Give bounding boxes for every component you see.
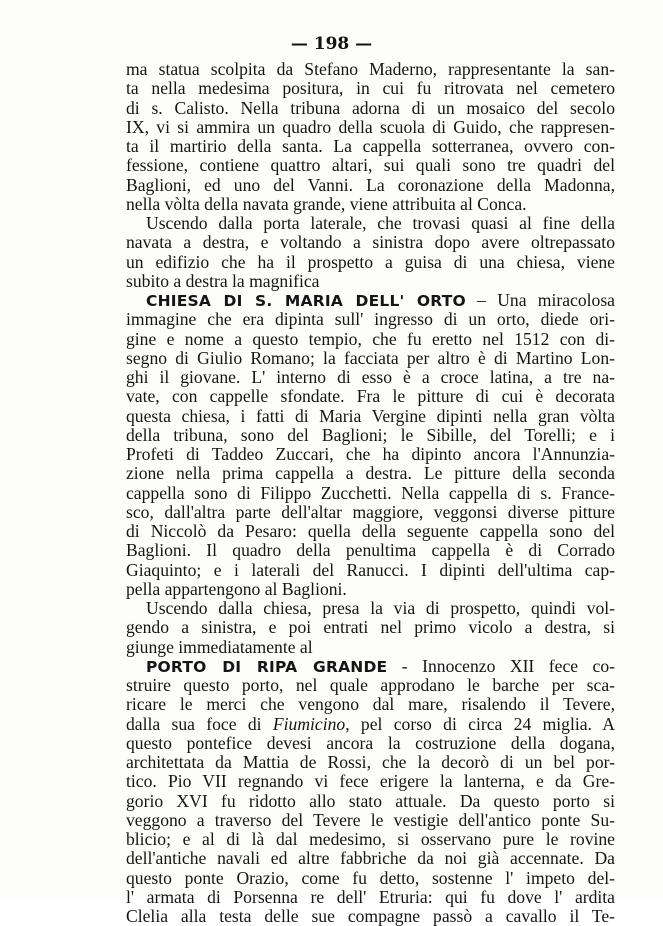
paragraph-santa-cecilia [126,60,615,214]
text-line: questo ponte Orazio, come fu detto, sostenne l' impeto del- [126,867,615,888]
text-line: vate, con cappelle sfondate. Fra le pitture di cui è decorata [126,386,615,407]
text-line: cappella sono di Filippo Zucchetti. Nella cappella di s. France- [126,482,615,503]
paragraph-porto-ripa-grande [126,657,615,926]
text-line: un edifizio che ha il prospetto a guisa di una chiesa, viene [126,251,615,272]
text-line: della tribuna, sono del Baglioni; le Sibille, del Torelli; e i [126,424,615,445]
heading-line-rest: – Una miracolosa [465,290,615,310]
text-line: questa chiesa, i fatti di Maria Vergine dipinti nella gran vòlta [126,405,615,426]
text-line: blicio; e al di là dal medesimo, si osservano pure le rovine [126,829,615,849]
heading-line [126,657,615,676]
text-line: Baglioni. Il quadro della penultima cappella è di Corrado [126,540,615,561]
text-line: ta il martirio della santa. La cappella sotterranea, ovvero con- [126,136,615,156]
text-line: navata a destra, e voltando a sinistra dopo avere oltrepassato [126,232,615,253]
section-heading-chiesa: CHIESA DI S. MARIA DELL' ORTO [146,292,466,310]
text-line: zione nella prima cappella a destra. Le pitture della seconda [126,463,615,484]
heading-line [126,291,615,310]
text-fragment: , pel corso di circa 24 miglia. A [345,713,615,734]
text-line: veggono a traverso del Tevere le vestigie dell'antico ponte Su- [126,809,615,830]
paragraph-uscendo-chiesa [126,599,615,657]
paragraph-uscendo-porta [126,214,615,291]
text-line: architettata da Mattia de Rossi, che la decorò di un bel por- [126,752,615,772]
text-line: gorio XVI fu ridotto allo stato attuale. Da questo porto si [126,790,615,811]
text-line: questo pontefice devesi ancora la costruzione della dogana, [126,732,615,753]
text-line: gine e nome a questo tempio, che fu eretto nel 1512 con di- [126,328,615,349]
page-number: — 198 — [290,34,373,54]
page-body [126,60,615,926]
text-line: ricare le merci che vengono dal mare, risalendo il Tevere, [126,694,615,715]
section-heading-porto: PORTO DI RIPA GRANDE [146,657,388,676]
text-line: gendo a sinistra, e poi entrati nel primo vicolo a destra, si [126,617,615,638]
text-line: struire questo porto, nel quale approdano le barche per sca- [126,675,615,695]
text-line: Baglioni, ed uno del Vanni. La coronazione della Madonna, [126,174,615,195]
italic-place-name: Fiumicino [272,713,346,734]
text-line: l' armata di Porsenna re dell' Etruria: qui fu dove l' ardita [126,886,615,907]
text-line: ta nella medesima positura, in cui fu ritrovata nel cemetero [126,78,615,99]
text-line: di Niccolò da Pesaro: quella della seguente cappella sono del [126,521,615,541]
text-line: immagine che era dipinta sull' ingresso di un orto, diede ori- [126,309,615,330]
text-line: di s. Calisto. Nella tribuna adorna di un mosaico del secolo [126,97,615,118]
text-line: sco, dall'altra parte dell'altar maggiore, veggonsi diverse pitture [126,501,615,522]
heading-line-rest: - Innocenzo XII fece co- [387,655,615,676]
text-line: giunge immediatamente al [126,636,313,657]
text-line: Clelia alla testa delle sue compagne passò a cavallo il Te- [126,906,615,926]
text-line: tico. Pio VII regnando vi fece erigere la lanterna, e da Gre- [126,771,615,792]
paragraph-chiesa-maria-orto [126,291,615,599]
text-line: Uscendo dalla porta laterale, che trovasi quasi al fine della [146,213,615,233]
text-line: dell'antiche navali ed altre fabbriche da noi già accennate. Da [126,848,615,869]
text-fragment: dalla sua foce di [126,713,273,734]
text-line: ghi il giovane. L' interno di esso è a croce latina, a tre na- [126,367,615,387]
text-line: nella vòlta della navata grande, viene attribuita al Conca. [126,193,527,214]
text-line: fessione, contiene quattro altari, sui quali sono tre quadri del [126,155,615,176]
text-line: Uscendo dalla chiesa, presa la via di prospetto, quindi vol- [146,598,615,618]
text-line [126,715,615,734]
text-line: ma statua scolpita da Stefano Maderno, rappresentante la san- [126,59,615,79]
text-line: segno di Giulio Romano; la facciata per altro è di Martino Lon- [126,347,615,368]
text-line: pella appartengono al Baglioni. [126,578,347,599]
text-line: IX, vi si ammira un quadro della scuola di Guido, che rappresen- [126,116,615,137]
text-line: Giaquinto; e i laterali del Ranucci. I dipinti dell'ultima cap- [126,559,615,580]
text-line: subito a destra la magnifica [126,270,320,291]
text-line: Profeti di Taddeo Zuccari, che ha dipinto ancora l'Annunzia- [126,444,615,464]
